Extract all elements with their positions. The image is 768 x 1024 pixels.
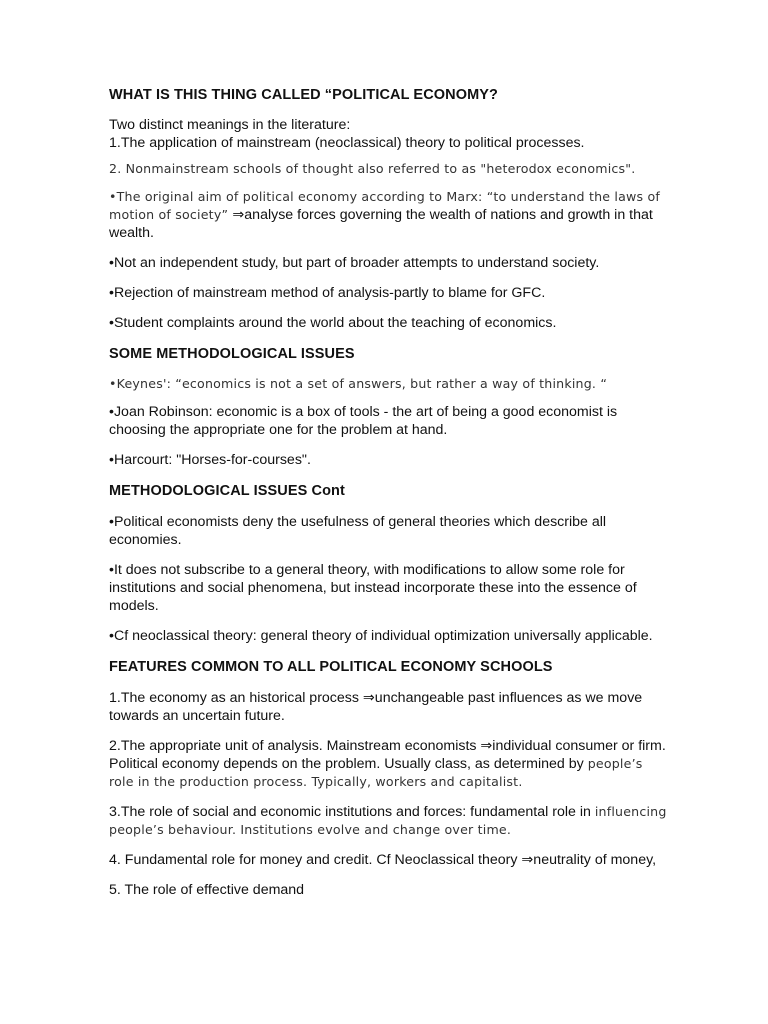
bullet-keynes: •Keynes': “economics is not a set of answers, but rather a way of thinking. “: [109, 376, 608, 391]
feature-3-light-text: influencing people’s behaviour. Institutions evolve and change over time.: [109, 804, 667, 837]
marx-continuation-text: ⇒analyse forces governing the wealth of nations and growth in that wealth.: [109, 207, 653, 241]
feature-2: [109, 737, 669, 791]
feature-4: 4. Fundamental role for money and credit. Cf Neoclassical theory ⇒neutrality of money,: [109, 852, 657, 868]
bullet-harcourt: •Harcourt: "Horses-for-courses".: [109, 452, 311, 468]
marx-paragraph: [109, 188, 669, 242]
bullet-students: •Student complaints around the world about the teaching of economics.: [109, 315, 557, 331]
feature-1: 1.The economy as an historical process ⇒unchangeable past influences as we move towards an uncertain future.: [109, 690, 643, 724]
bullet-robinson: •Joan Robinson: economic is a box of tools - the art of being a good economist is choosing the appropriate one for the problem at hand.: [109, 404, 618, 438]
bullet-cf-neoclassical: •Cf neoclassical theory: general theory of individual optimization universally applicable.: [109, 628, 653, 644]
bullet-deny: •Political economists deny the usefulness of general theories which describe all economies.: [109, 514, 607, 548]
document-page: [109, 86, 669, 899]
bullet-rejection: •Rejection of mainstream method of analysis-partly to blame for GFC.: [109, 285, 546, 301]
document-title: WHAT IS THIS THING CALLED “POLITICAL ECONOMY?: [109, 87, 499, 103]
bullet-independent: •Not an independent study, but part of broader attempts to understand society.: [109, 255, 600, 271]
intro-point-2: 2. Nonmainstream schools of thought also referred to as "heterodox economics".: [109, 161, 636, 176]
intro-point-1: 1.The application of mainstream (neoclassical) theory to political processes.: [109, 135, 585, 151]
feature-5: 5. The role of effective demand: [109, 882, 305, 898]
intro-line: Two distinct meanings in the literature:: [109, 117, 351, 133]
marx-quote-text: •The original aim of political economy according to Marx: “to understand the laws of motion of society”: [109, 189, 661, 222]
feature-3-main-text: 3.The role of social and economic institutions and forces: fundamental role in: [109, 804, 595, 820]
heading-features: FEATURES COMMON TO ALL POLITICAL ECONOMY SCHOOLS: [109, 659, 553, 675]
heading-methodological-issues-cont: METHODOLOGICAL ISSUES Cont: [109, 483, 345, 499]
heading-methodological-issues: SOME METHODOLOGICAL ISSUES: [109, 346, 355, 362]
feature-3: [109, 803, 669, 839]
bullet-general-theory: •It does not subscribe to a general theory, with modifications to allow some role for institutions and social phenomena, but instead incorporate these into the essence of models.: [109, 562, 637, 614]
feature-2-light-text: people’s role in the production process. Typically, workers and capitalist.: [109, 756, 643, 789]
feature-2-main-text: 2.The appropriate unit of analysis. Mainstream economists ⇒individual consumer or firm. Political economy depends on the problem. Usually class, as determined by: [109, 738, 666, 772]
